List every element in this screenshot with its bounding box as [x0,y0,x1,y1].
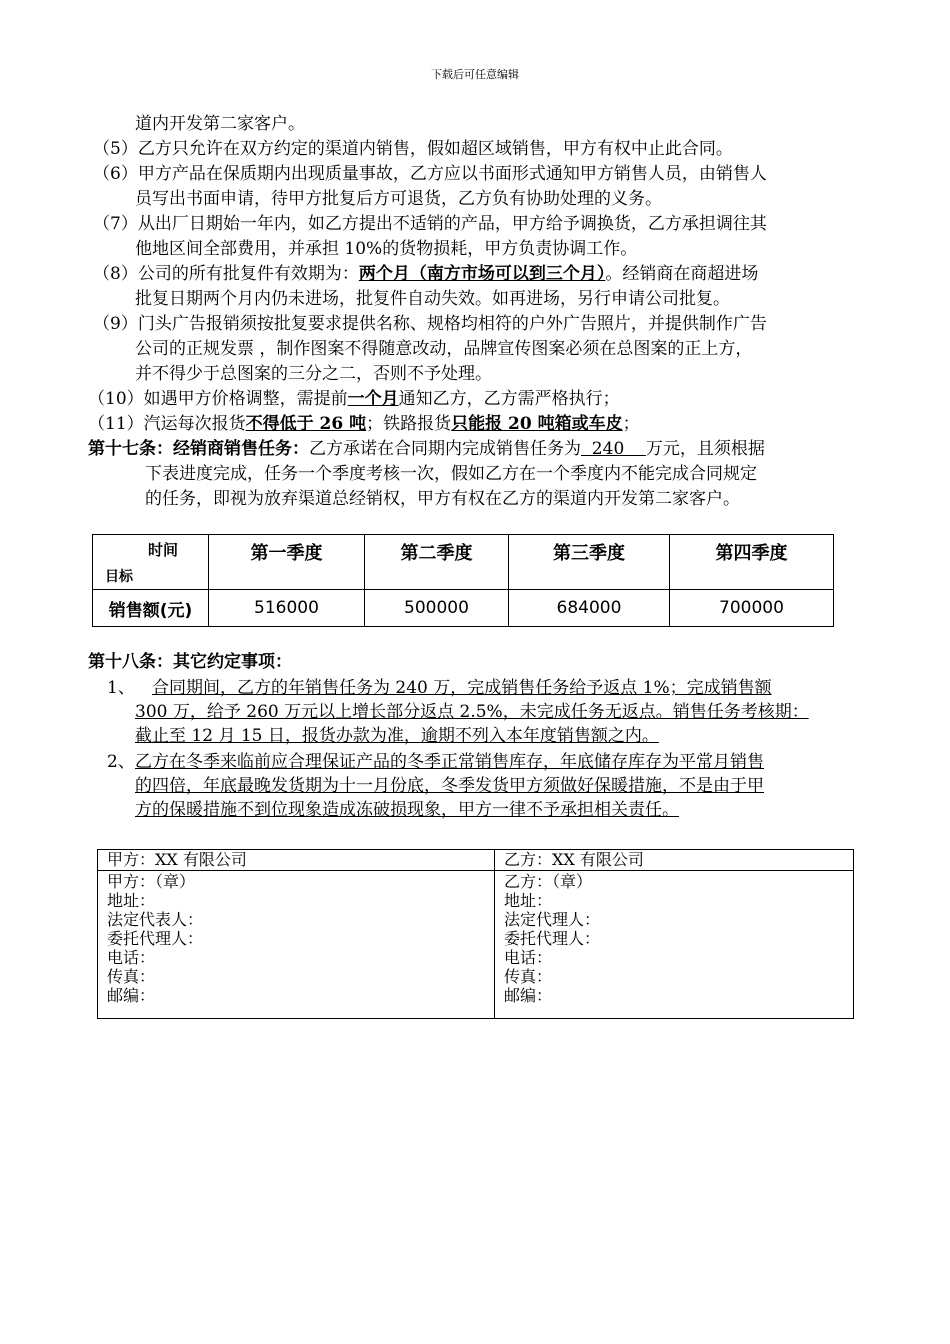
clause-7: （7）从出厂日期始一年内，如乙方提出不适销的产品，甲方给予调换货，乙方承担调往其 [93,214,767,234]
item-number: 1、 [107,678,135,698]
clause-6: （6）甲方产品在保质期内出现质量事故，乙方应以书面形式通知甲方销售人员，由销售人 [93,164,767,184]
party-b-postcode: 邮编： [504,986,553,1005]
item-2-line: 方的保暖措施不到位现象造成冻破损现象，甲方一律不予承担相关责任。 [135,800,679,820]
table-cell: 684000 [509,590,670,627]
divider [98,870,853,871]
article-18-title: 第十八条：其它约定事项： [88,652,292,672]
party-b-seal: 乙方：（章） [504,872,593,891]
item-number: 2、 [107,752,135,772]
party-b-phone: 电话： [504,948,553,967]
clause-text: （11）汽运每次报货 [88,414,246,434]
column-header: 第二季度 [365,535,509,590]
party-b-agent: 委托代理人： [504,929,601,948]
item-2-line: 乙方在冬季来临前应合理保证产品的冬季正常销售库存，年底储存库存为平常月销售 [135,752,764,772]
article-17-line: 的任务，即视为放弃渠道总经销权，甲方有权在乙方的渠道内开发第二家客户。 [145,489,740,509]
table-cell: 500000 [365,590,509,627]
party-a-legal-rep: 法定代表人： [107,910,204,929]
clause-text: 。经销商在商超进场 [605,264,759,284]
divider [494,850,495,1018]
item-1-line: 300 万，给予 260 万元以上增长部分返点 2.5%，未完成任务无返点。销售任务考核期： [135,702,809,722]
clause-text: 通知乙方，乙方需严格执行； [398,389,620,409]
article-text: 乙方承诺在合同期内完成销售任务为 [309,439,581,459]
sales-target-amount: 240 [581,439,646,459]
page-header: 下载后可任意编辑 [431,68,519,81]
column-header: 第一季度 [209,535,365,590]
party-a-address: 地址： [107,891,156,910]
party-b-legal-rep: 法定代理人： [504,910,601,929]
party-a-phone: 电话： [107,948,156,967]
article-17-title: 第十七条：经销商销售任务： [88,439,309,459]
item-2-line: 的四倍，年底最晚发货期为十一月份底，冬季发货甲方须做好保暖措施，不是由于甲 [135,776,764,796]
clause-9: （9）门头广告报销须按批复要求提供名称、规格均相符的户外广告照片，并提供制作广告 [93,314,767,334]
party-a-seal: 甲方：（章） [107,872,196,891]
row-label: 销售额(元) [93,590,209,627]
party-a-agent: 委托代理人： [107,929,204,948]
clause-line: 并不得少于总图案的三分之二，否则不予处理。 [135,364,492,384]
item-1-line: 合同期间，乙方的年销售任务为 240 万，完成销售任务给予返点 1%；完成销售额 [152,678,772,698]
clause-text: （8）公司的所有批复件有效期为： [93,264,359,284]
signature-table [97,849,854,1019]
corner-time-label: 时间 [148,541,179,559]
clause-8 [93,262,758,286]
validity-period: 两个月（南方市场可以到三个月） [358,264,606,284]
article-17-line [88,437,765,461]
rail-requirement: 只能报 20 吨箱或车皮 [451,414,623,434]
party-a-header: 甲方：XX 有限公司 [107,850,247,869]
clause-line: 道内开发第二家客户。 [135,114,305,134]
party-b-fax: 传真： [504,967,553,986]
column-header: 第三季度 [509,535,670,590]
quarterly-sales-table [92,534,834,627]
article-17-line: 下表进度完成，任务一个季度考核一次，假如乙方在一个季度内不能完成合同规定 [145,464,757,484]
corner-cell [93,535,209,590]
party-b-address: 地址： [504,891,553,910]
party-a-fields [107,872,203,1005]
column-header: 第四季度 [670,535,834,590]
clause-line: 公司的正规发票 ，制作图案不得随意改动，品牌宣传图案必须在总图案的正上方， [135,339,753,359]
table-cell: 700000 [670,590,834,627]
notice-period: 一个月 [347,389,399,409]
clause-text: ；铁路报货 [366,414,452,434]
clause-text: （10）如遇甲方价格调整，需提前 [88,389,348,409]
party-b-fields [504,872,600,1005]
clause-line: 他地区间全部费用，并承担 10%的货物损耗，甲方负责协调工作。 [135,239,638,259]
party-a-postcode: 邮编： [107,986,156,1005]
clause-line: 员写出书面申请，待甲方批复后方可退货，乙方负有协助处理的义务。 [135,189,662,209]
clause-10 [88,387,620,411]
clause-5: （5）乙方只允许在双方约定的渠道内销售，假如超区域销售，甲方有权中止此合同。 [93,139,733,159]
party-a-fax: 传真： [107,967,156,986]
party-b-header: 乙方：XX 有限公司 [504,850,644,869]
item-1-line: 截止至 12 月 15 日，报货办款为准，逾期不列入本年度销售额之内。 [135,726,659,746]
article-text: 万元，且须根据 [645,439,765,459]
truck-minimum: 不得低于 26 吨 [245,414,367,434]
corner-target-label: 目标 [105,569,133,585]
clause-line: 批复日期两个月内仍未进场，批复件自动失效。如再进场，另行申请公司批复。 [135,289,730,309]
table-cell: 516000 [209,590,365,627]
clause-11 [88,412,640,436]
table-row [93,590,834,627]
clause-text: ； [622,414,640,434]
table-header-row [93,535,834,590]
